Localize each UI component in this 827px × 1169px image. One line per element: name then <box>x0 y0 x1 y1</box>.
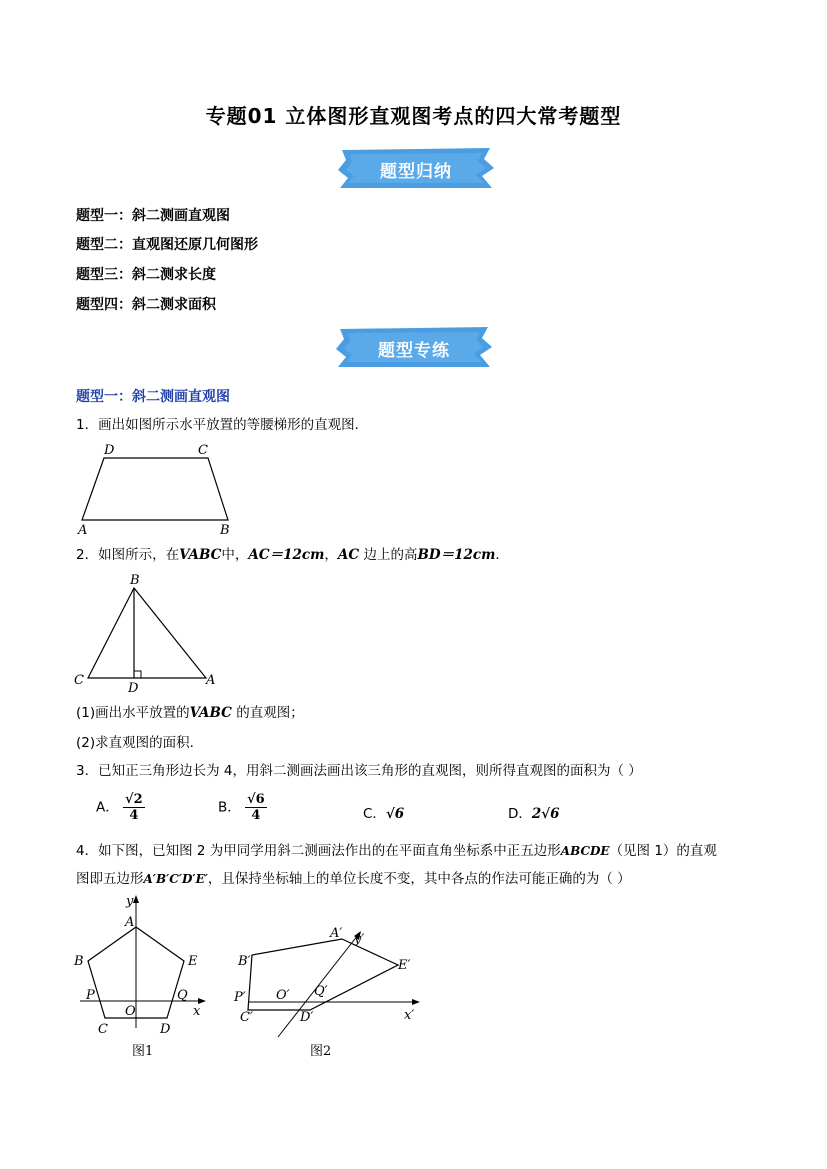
vertex-label-d-prime: D′ <box>300 1010 314 1025</box>
vertex-label-b: B <box>130 573 140 588</box>
vertex-label-c: C <box>98 1022 108 1037</box>
vertex-label-b: B <box>74 954 84 969</box>
option-key: B． <box>218 799 241 816</box>
trapezoid-figure <box>70 438 240 538</box>
axis-label-y: y <box>126 894 134 909</box>
question-text: ，且保持坐标轴上的单位长度不变，其中各点的作法可能正确的为（ ） <box>207 871 631 887</box>
question-2 <box>76 545 509 565</box>
option-key: A． <box>96 799 119 816</box>
page-title: 专题01 立体图形直观图考点的四大常考题型 <box>205 104 622 128</box>
question-text: 中， <box>221 547 249 563</box>
section-banner-practice <box>334 325 494 369</box>
category-item-3: 题型三：斜二测求长度 <box>76 267 216 283</box>
question-text: 图即五边形 <box>76 871 144 887</box>
vertex-label-a: A <box>125 915 135 930</box>
math-expr: ABCDE <box>560 844 610 858</box>
question-1 <box>76 415 368 435</box>
axis-label-x-prime: x′ <box>404 1008 415 1023</box>
vertex-label-b-prime: B′ <box>238 954 251 969</box>
option-key: C． <box>363 806 386 822</box>
triangle-shape <box>88 588 206 678</box>
question-4-line-2 <box>76 869 766 889</box>
right-angle-mark <box>134 671 141 678</box>
category-item-1: 题型一：斜二测画直观图 <box>76 208 230 224</box>
math-expr: AC＝12cm <box>248 547 325 563</box>
question-3 <box>76 761 642 781</box>
option-value: √6 <box>385 806 405 822</box>
pentagon-figure-2 <box>230 925 430 1063</box>
banner-summary-label: 题型归纳 <box>380 162 452 182</box>
pentagon-prime-shape <box>248 939 398 1010</box>
section-heading: 题型一：斜二测画直观图 <box>76 389 230 405</box>
vertex-label-d: D <box>128 681 139 696</box>
figure-caption-2: 图2 <box>310 1044 332 1059</box>
question-text: ， <box>324 547 338 563</box>
question-2-part-2: (2)求直观图的面积． <box>76 735 204 751</box>
origin-label: O <box>125 1004 136 1019</box>
x-axis-arrow <box>412 999 420 1005</box>
question-number: 4． <box>76 843 99 859</box>
category-item-4: 题型四：斜二测求面积 <box>76 297 216 313</box>
y-axis-arrow <box>133 895 139 903</box>
trapezoid-shape <box>82 458 228 520</box>
vertex-label-d: D <box>104 443 115 458</box>
banner-practice-label: 题型专练 <box>378 341 450 361</box>
section-banner-summary <box>336 146 496 190</box>
option-value: 2√6 <box>531 806 560 822</box>
vertex-label-b: B <box>220 523 230 538</box>
triangle-symbol: VABC <box>179 547 222 563</box>
question-text: 如图所示，在 <box>98 547 180 563</box>
pentagon-figure-1 <box>70 893 215 1063</box>
math-expr: AC <box>337 547 360 563</box>
point-label-p: P <box>86 988 95 1003</box>
question-text: 已知正三角形边长为 4，用斜二测画法画出该三角形的直观图，则所得直观图的面积为（ ） <box>98 763 642 779</box>
option-c[interactable] <box>363 802 404 822</box>
math-expr: BD＝12cm <box>417 547 496 563</box>
point-label-q-prime: Q′ <box>314 984 328 999</box>
option-b[interactable] <box>218 792 267 823</box>
question-text: ． <box>495 547 509 563</box>
origin-label-prime: O′ <box>276 988 290 1003</box>
figure-caption-1: 图1 <box>132 1044 154 1059</box>
axis-label-x: x <box>193 1004 201 1019</box>
vertex-label-e-prime: E′ <box>398 958 411 973</box>
axis-label-y-prime: y′ <box>354 932 365 947</box>
question-2-part-1 <box>76 703 304 723</box>
option-a[interactable] <box>96 792 145 823</box>
vertex-label-a-prime: A′ <box>330 926 343 941</box>
math-expr: A′B′C′D′E′ <box>143 872 208 886</box>
vertex-label-a: A <box>206 673 216 688</box>
option-d[interactable] <box>508 802 560 822</box>
vertex-label-a: A <box>78 523 88 538</box>
point-label-p-prime: P′ <box>234 990 246 1005</box>
question-text: (1)画出水平放置的 <box>76 705 190 721</box>
question-text: 如下图，已知图 2 为甲同学用斜二测画法作出的在平面直角坐标系中正五边形 <box>98 843 561 859</box>
triangle-symbol: VABC <box>189 705 232 721</box>
vertex-label-c: C <box>74 673 84 688</box>
question-number: 3． <box>76 763 99 779</box>
question-4-line-1 <box>76 841 766 861</box>
question-number: 1． <box>76 417 99 433</box>
question-text: 画出如图所示水平放置的等腰梯形的直观图． <box>98 417 369 433</box>
option-key: D． <box>508 806 532 822</box>
triangle-figure <box>70 570 230 698</box>
question-text: （见图 1）的直观 <box>609 843 717 859</box>
question-number: 2． <box>76 547 99 563</box>
question-text: 边上的高 <box>359 547 418 563</box>
point-label-q: Q <box>177 988 188 1003</box>
vertex-label-c-prime: C′ <box>240 1010 253 1025</box>
question-text: 的直观图； <box>231 705 304 721</box>
vertex-label-c: C <box>198 443 208 458</box>
option-fraction: $\frac{√6}{4}$ <box>247 792 265 823</box>
vertex-label-d: D <box>160 1022 171 1037</box>
option-fraction: $\frac{√2}{4}$ <box>125 792 143 823</box>
vertex-label-e: E <box>188 954 198 969</box>
category-item-2: 题型二：直观图还原几何图形 <box>76 237 258 253</box>
